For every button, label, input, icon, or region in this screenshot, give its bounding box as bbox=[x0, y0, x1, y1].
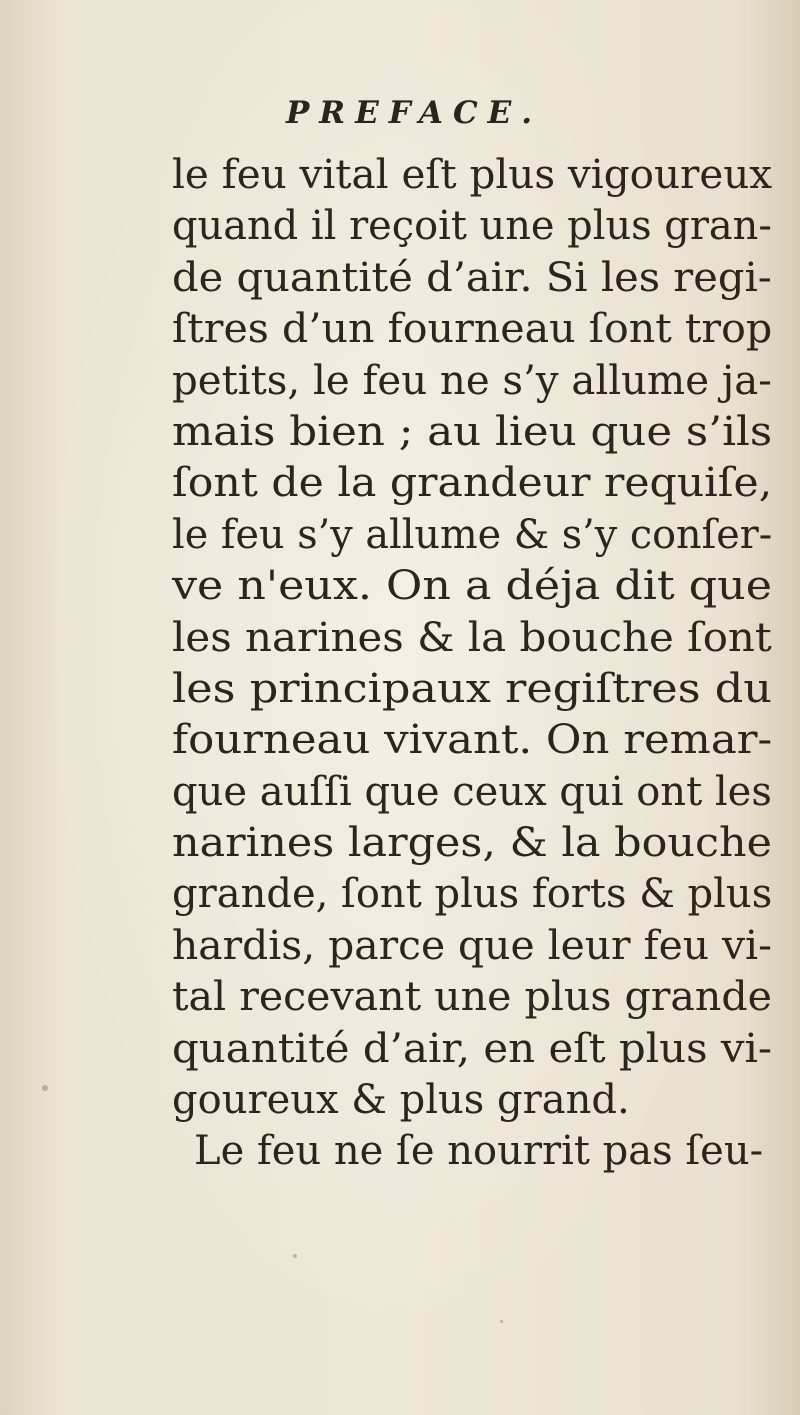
text-line: de quantité d’air. Si les regi- bbox=[172, 254, 772, 301]
text-line: ſtres d’un fourneau ſont trop bbox=[172, 306, 773, 353]
paper-speck bbox=[42, 1085, 48, 1091]
text-line: narines larges, & la bouche bbox=[172, 820, 772, 867]
text-line: mais bien ; au lieu que s’ils bbox=[172, 408, 773, 455]
text-line: grande, ſont plus forts & plus bbox=[172, 871, 773, 918]
text-line: fourneau vivant. On remar- bbox=[172, 717, 773, 764]
text-line: le feu vital eſt plus vigoureux bbox=[172, 152, 773, 198]
text-line: que auſſi que ceux qui ont les bbox=[172, 768, 772, 815]
text-line: les principaux regiſtres du bbox=[172, 665, 773, 712]
body-text bbox=[172, 150, 772, 1178]
text-line: quand il reçoit une plus gran- bbox=[172, 203, 772, 250]
text-line: le feu s’y allume & s’y conſer- bbox=[172, 511, 773, 558]
paper-speck bbox=[500, 1320, 503, 1323]
text-line: tal recevant une plus grande bbox=[172, 974, 772, 1021]
text-line: petits, le feu ne s’y allume ja- bbox=[172, 357, 772, 404]
text-line: goureux & plus grand. bbox=[172, 1077, 630, 1124]
text-line: Le feu ne ſe nourrit pas ſeu- bbox=[194, 1128, 764, 1175]
text-line: ſont de la grandeur requiſe, bbox=[172, 460, 773, 507]
running-head: PREFACE. bbox=[286, 95, 543, 131]
paper-speck bbox=[293, 1254, 297, 1258]
text-line: les narines & la bouche ſont bbox=[172, 614, 772, 661]
text-line: hardis, parce que leur feu vi- bbox=[172, 922, 772, 969]
text-line: ve n'eux. On a déja dit que bbox=[172, 563, 772, 610]
text-line: quantité d’air, en eſt plus vi- bbox=[172, 1025, 773, 1072]
